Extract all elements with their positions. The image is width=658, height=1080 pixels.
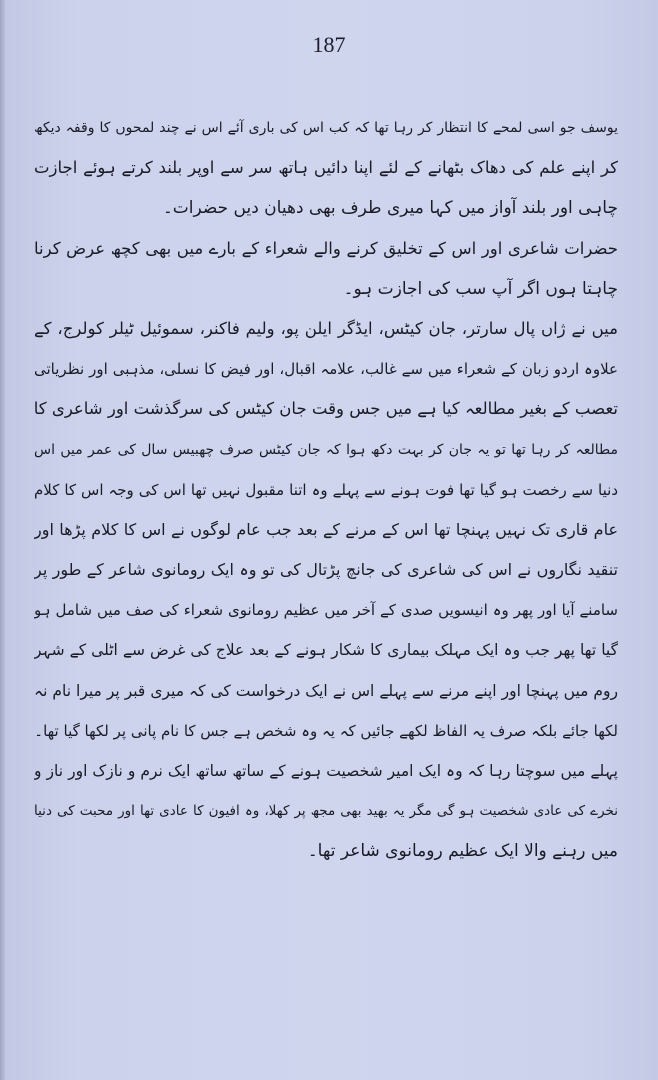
text-line: حضرات شاعری اور اس کے تخلیق کرنے والے شعراء کے بارے میں بھی کچھ عرض کرنا bbox=[34, 238, 618, 258]
text-line: میں نے ژاں پال سارتر، جان کیٹس، ایڈگر ایلن پو، ولیم فاکنر، سموئیل ٹیلر کولرج، کے bbox=[34, 318, 618, 338]
page-edge-shadow bbox=[0, 0, 6, 1080]
text-line: گیا تھا پھر جب وہ ایک مہلک بیماری کا شکار ہونے کے بعد علاج کی غرض سے اٹلی کے شہر bbox=[34, 641, 618, 660]
page-number: 187 bbox=[312, 32, 346, 57]
text-line: دنیا سے رخصت ہو گیا تھا فوت ہونے سے پہلے وہ اتنا مقبول نہیں تھا اس کی وجہ اس کا کلام bbox=[34, 480, 618, 499]
text-line: نخرے کی عادی شخصیت ہو گی مگر یہ بھید بھی مجھ پر کھلا، وہ افیون کا عادی تھا اور محبت کی دنیا bbox=[34, 803, 618, 820]
text-line: عام قاری تک نہیں پہنچا تھا اس کے مرنے کے بعد جب عام لوگوں نے اس کا کلام پڑھا اور bbox=[34, 519, 618, 539]
text-line: کر اپنے علم کی دھاک بٹھانے کے لئے اپنا دائیں ہاتھ سر سے اوپر بلند کرتے ہوئے اجازت bbox=[34, 158, 618, 178]
text-line: تعصب کے بغیر مطالعہ کیا ہے میں جس وقت جان کیٹس کی سرگذشت اور شاعری کا bbox=[34, 399, 618, 419]
text-line: چاہتا ہوں اگر آپ سب کی اجازت ہو۔ bbox=[343, 278, 618, 299]
text-line: مطالعہ کر رہا تھا تو یہ جان کر بہت دکھ ہوا کہ جان کیٹس صرف چھبیس سال کی عمر میں اس bbox=[34, 441, 618, 458]
text-line: سامنے آیا اور پھر وہ انیسویں صدی کے آخر میں عظیم رومانوی شعراء کی صف میں شامل ہو bbox=[34, 601, 618, 620]
text-line: میں رہنے والا ایک عظیم رومانوی شاعر تھا۔ bbox=[307, 841, 618, 862]
text-line: یوسف جو اسی لمحے کا انتظار کر رہا تھا کہ کب اس کی باری آئے اس نے چند لمحوں کا وقفہ دیکھ bbox=[34, 120, 618, 136]
text-line: تنقید نگاروں نے اس کی شاعری کی جانچ پڑتال کی تو وہ ایک رومانوی شاعر کے طور پر bbox=[34, 560, 618, 580]
page-text bbox=[34, 108, 618, 872]
text-line: روم میں پہنچا اور اپنے مرنے سے پہلے اس نے ایک درخواست کی کہ میری قبر پر میرا نام نہ bbox=[34, 681, 618, 700]
text-line: پہلے میں سوچتا رہا کہ وہ ایک امیر شخصیت ہونے کے ساتھ ساتھ ایک نرم و نازک اور ناز و bbox=[34, 762, 618, 780]
text-line: علاوہ اردو زبان کے شعراء میں سے غالب، علامہ اقبال، اور فیض کا نسلی، مذہبی اور نظریاتی bbox=[34, 360, 618, 379]
text-line: لکھا جائے بلکہ صرف یہ الفاظ لکھے جائیں کہ یہ وہ شخص ہے جس کا نام پانی پر لکھا گیا تھا۔ bbox=[34, 721, 618, 740]
text-line: چاہی اور بلند آواز میں کہا میری طرف بھی دھیان دیں حضرات۔ bbox=[162, 198, 618, 219]
